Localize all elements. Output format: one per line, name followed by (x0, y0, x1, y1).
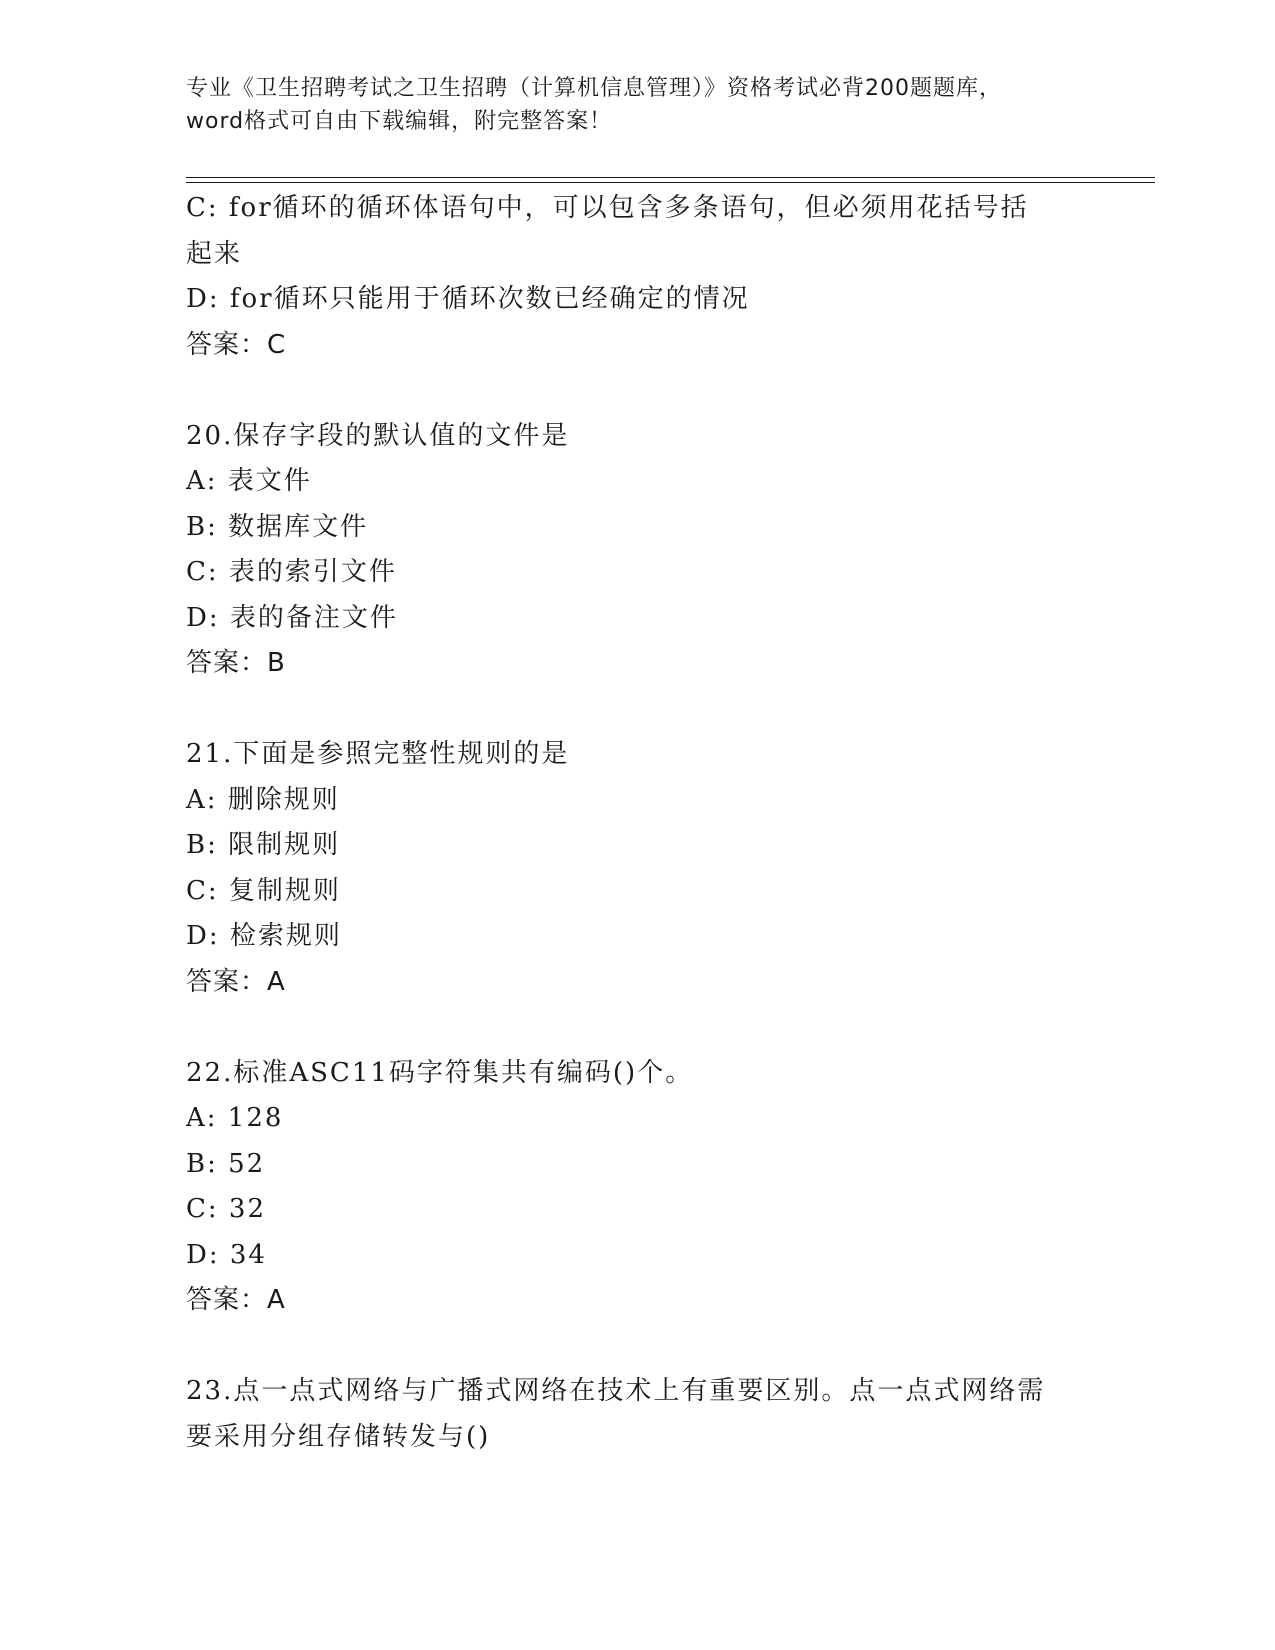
spacer (186, 1005, 1086, 1051)
header-divider-bottom (186, 182, 1155, 183)
option-d: D: 34 (186, 1239, 267, 1270)
spacer (186, 1324, 1086, 1370)
question-text: 20.保存字段的默认值的文件是 (186, 420, 570, 451)
option-a: A: 128 (186, 1103, 284, 1133)
option-c: C: 表的索引文件 (186, 557, 397, 587)
option-b: B: 数据库文件 (186, 511, 369, 542)
spacer (186, 368, 1086, 414)
option-c: C: 32 (186, 1194, 267, 1224)
document-header (186, 72, 1106, 138)
question-text-continued: 要采用分组存储转发与() (186, 1421, 491, 1452)
question-text: 23.点一点式网络与广播式网络在技术上有重要区别。点一点式网络需 (186, 1376, 1046, 1406)
option-c: C: 复制规则 (186, 875, 341, 906)
question-22 (186, 1051, 1086, 1324)
answer: 答案：A (186, 1285, 286, 1315)
spacer (186, 687, 1086, 733)
option-d: D: 表的备注文件 (186, 602, 398, 633)
option-b: B: 限制规则 (186, 830, 341, 860)
header-line-2: word格式可自由下载编辑，附完整答案！ (186, 109, 613, 134)
answer: 答案：B (186, 648, 286, 678)
question-text: 22.标准ASC11码字符集共有编码()个。 (186, 1057, 694, 1088)
question-text: 21.下面是参照完整性规则的是 (186, 739, 570, 769)
option-c-continued: 起来 (186, 238, 243, 269)
answer: 答案：C (186, 329, 287, 360)
option-c: C: for循环的循环体语句中，可以包含多条语句，但必须用花括号括 (186, 193, 1029, 223)
question-20 (186, 414, 1086, 687)
option-d: D: for循环只能用于循环次数已经确定的情况 (186, 284, 750, 314)
option-d: D: 检索规则 (186, 921, 342, 951)
option-a: A: 表文件 (186, 466, 312, 496)
question-list (186, 186, 1086, 1460)
option-a: A: 删除规则 (186, 784, 340, 815)
option-b: B: 52 (186, 1148, 266, 1179)
answer: 答案：A (186, 966, 286, 997)
header-divider-top (186, 177, 1155, 178)
header-line-1: 专业《卫生招聘考试之卫生招聘（计算机信息管理）》资格考试必背200题题库， (186, 76, 1002, 101)
question-21 (186, 732, 1086, 1005)
question-23 (186, 1369, 1086, 1460)
question-19-continuation (186, 186, 1086, 368)
